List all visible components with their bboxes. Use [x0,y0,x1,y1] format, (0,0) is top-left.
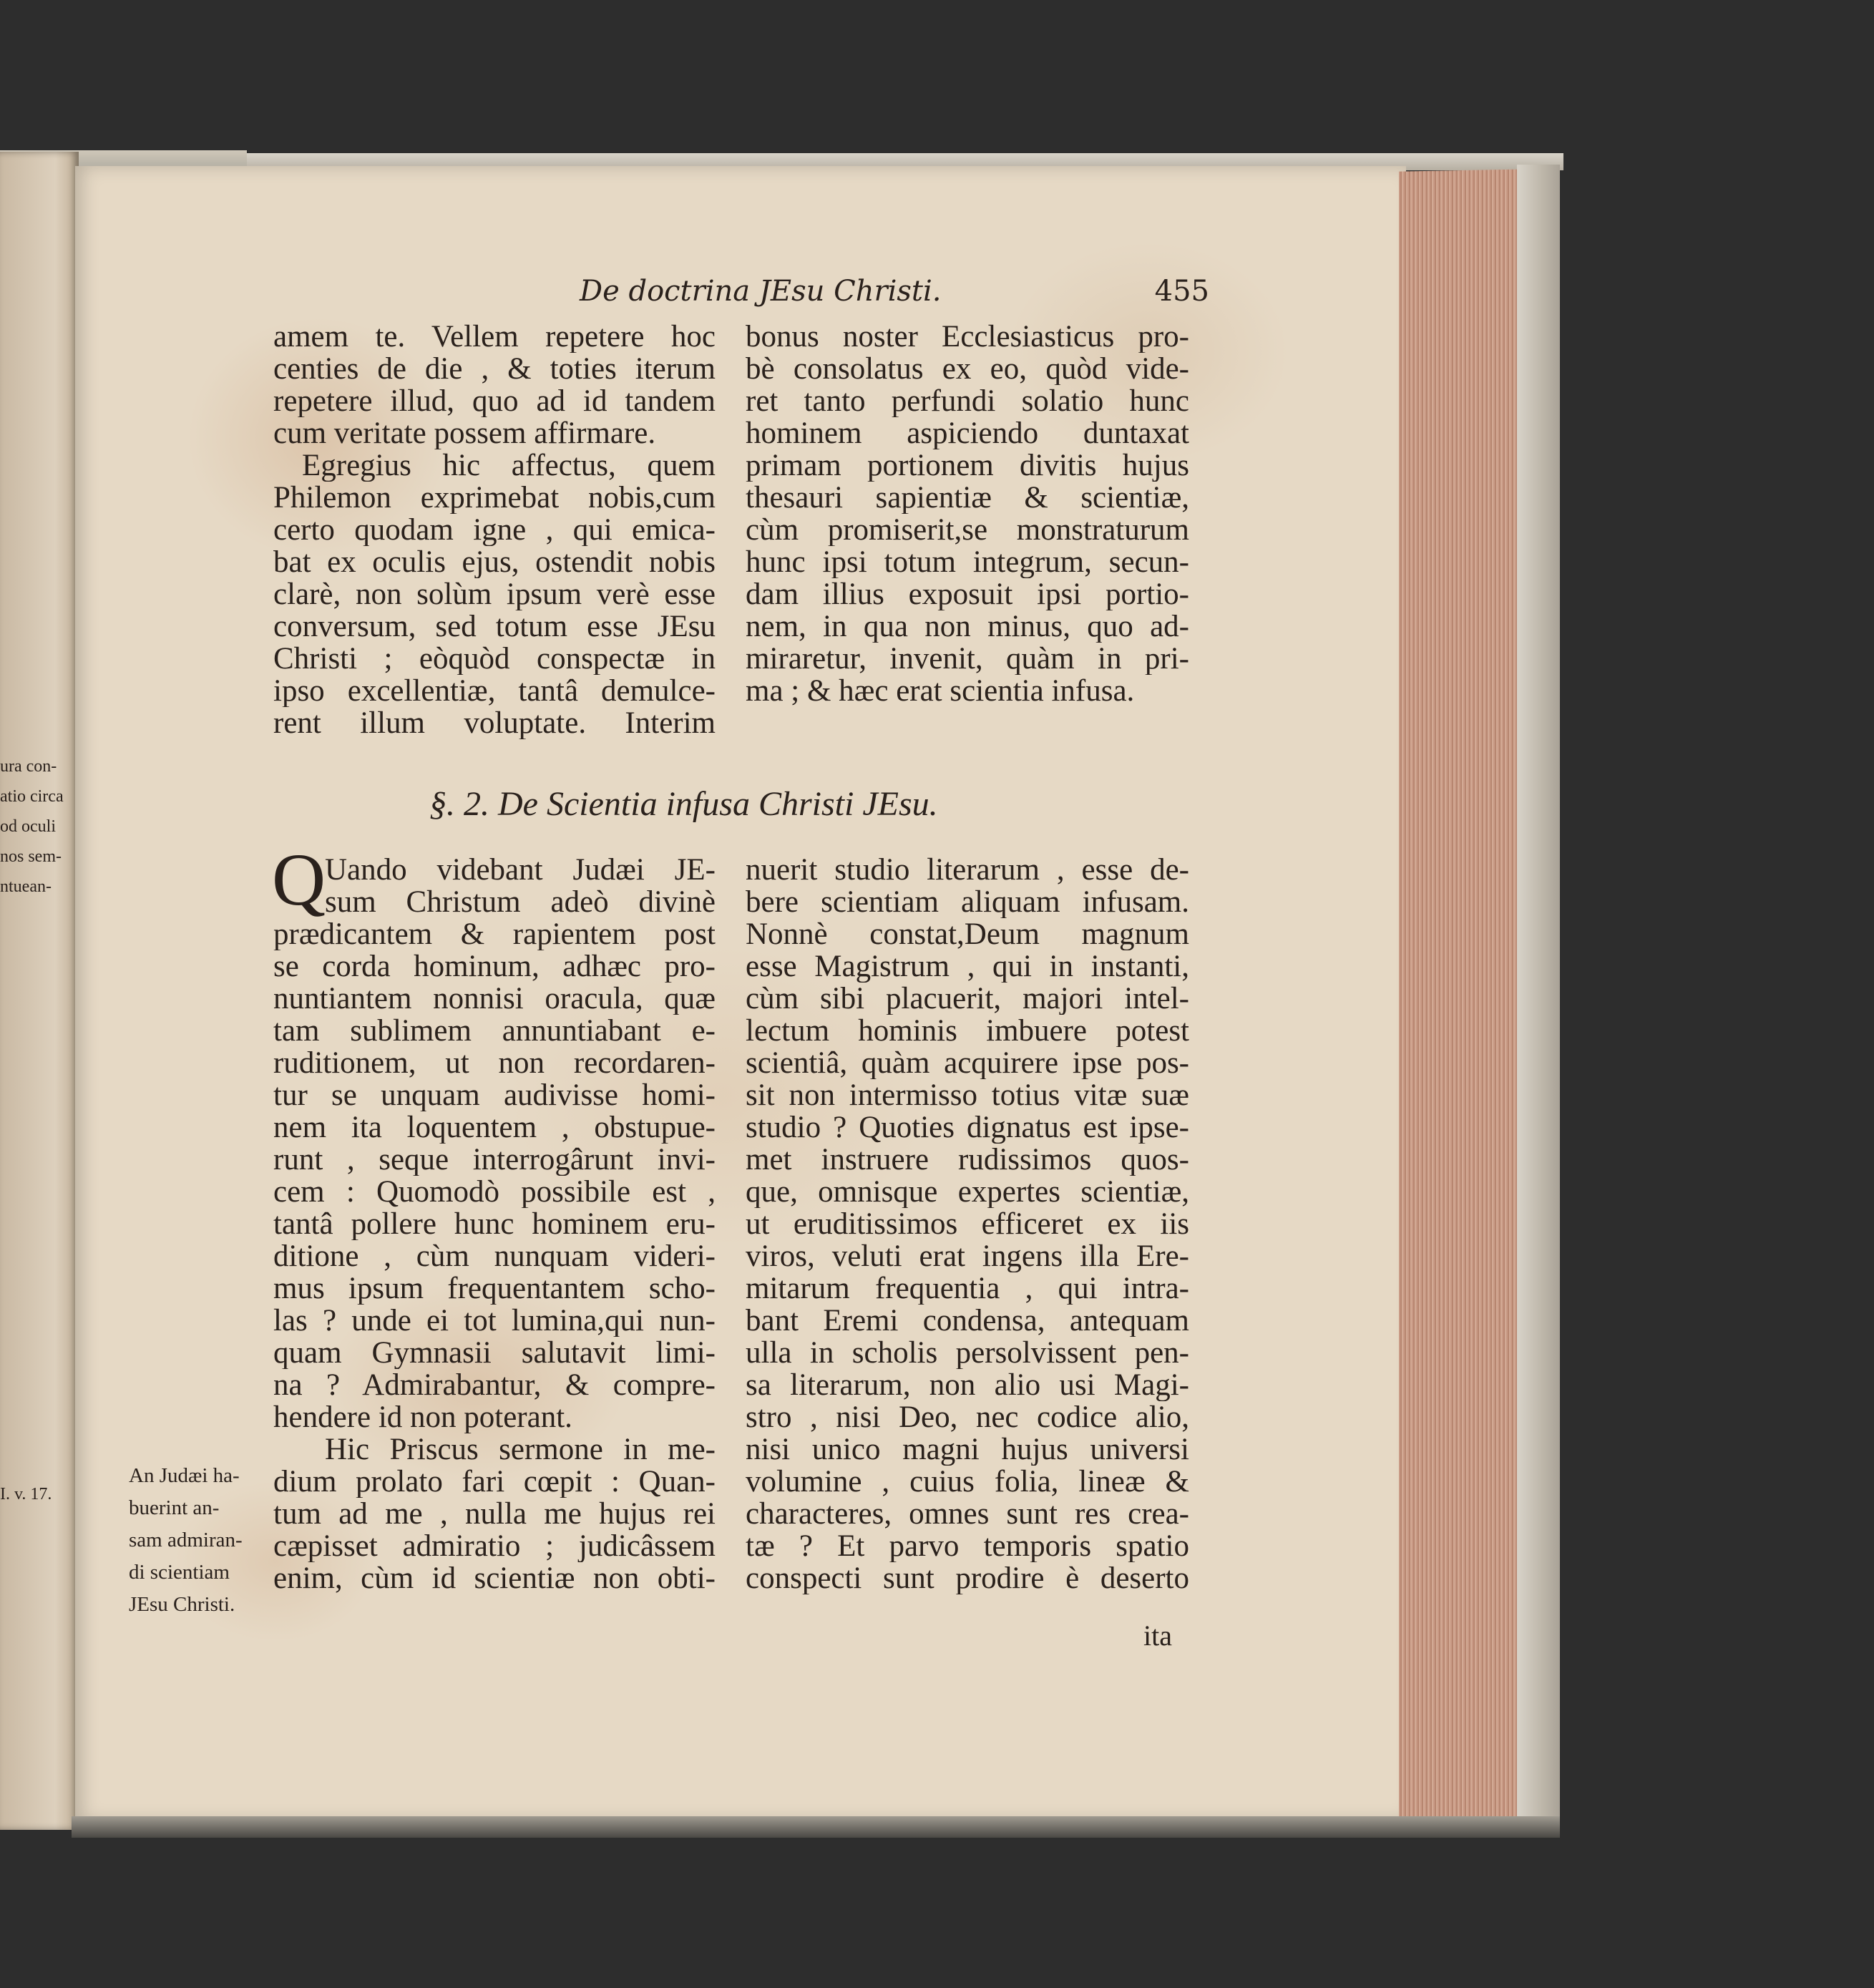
text-line: Nonnè constat,Deum magnum [746,918,1189,950]
text-line: se corda hominum, adhæc pro- [273,950,716,983]
text-line: tur se unquam audivisse homi- [273,1079,716,1111]
text-line: ruditionem, ut non recordaren- [273,1047,716,1079]
text-line: hendere id non poterant. [273,1401,572,1433]
side-note-line: buerint an- [129,1496,220,1519]
text-line: ulla in scholis persolvissent pen- [746,1337,1189,1369]
text-line: amem te. Vellem repetere hoc [273,321,716,353]
side-note-line: An Judæi ha- [129,1464,240,1487]
text-line: enim, cùm id scientiæ non obti- [273,1562,716,1594]
side-note-line: di scientiam [129,1561,230,1584]
text-line: tum ad me , nulla me hujus rei [273,1498,716,1530]
text-line: hunc ipsi totum integrum, secun- [746,546,1189,578]
text-line: nem ita loquentem , obstupue- [273,1111,716,1144]
text-line: Hic Priscus sermone in me- [325,1433,716,1466]
left-page-reference: I. v. 17. [0,1485,52,1504]
text-line: Uando videbant Judæi JE- [325,854,716,886]
running-header [580,275,1209,315]
text-line: tantâ pollere hunc hominem eru- [273,1208,716,1240]
text-line: cem : Quomodò possibile est , [273,1176,716,1208]
section-heading: §. 2. De Scientia infusa Christi JEsu. [429,785,938,823]
text-line: clarè, non solùm ipsum verè esse [273,578,716,610]
text-line: nuerit studio literarum , esse de- [746,854,1189,886]
text-line: que, omnisque expertes scientiæ, [746,1176,1189,1208]
text-line: nuntiantem nonnisi oracula, quæ [273,983,716,1015]
text-line: ipso excellentiæ, tantâ demulce- [273,675,716,707]
text-line: runt , seque interrogârunt invi- [273,1144,716,1176]
text-line: conversum, sed totum esse JEsu [273,610,716,643]
top-right-column [746,321,1189,707]
running-title: De doctrina JEsu Christi. [580,275,942,308]
text-line: stro , nisi Deo, nec codice alio, [746,1401,1189,1433]
text-line: mus ipsum frequentantem scho- [273,1272,716,1305]
left-page-marginal-note [0,751,68,902]
marginal-fragment: ntuean- [0,877,52,896]
book-board-bottom [72,1816,1560,1838]
text-line: characteres, omnes sunt res crea- [746,1498,1189,1530]
text-line: bat ex oculis ejus, ostendit nobis [273,546,716,578]
text-line: rent illum voluptate. Interim [273,707,716,739]
marginal-fragment: ura con- [0,757,57,776]
page-number: 455 [1154,275,1209,308]
text-line: ma ; & hæc erat scientia infusa. [746,675,1135,707]
text-line: nisi unico magni hujus universi [746,1433,1189,1466]
text-line: scientiâ, quàm acquirere ipse pos- [746,1047,1189,1079]
text-line: mitarum frequentia , qui intra- [746,1272,1189,1305]
text-line: nem, in qua non minus, quo ad- [746,610,1189,643]
book-board-right [1517,165,1560,1825]
marginal-fragment: od oculi [0,817,56,836]
text-line: bè consolatus ex eo, quòd vide- [746,353,1189,385]
drop-cap: Q [272,839,326,921]
text-line: centies de die , & toties iterum [273,353,716,385]
text-line: esse Magistrum , qui in instanti, [746,950,1189,983]
bottom-right-column [746,854,1189,1594]
left-page-edge [0,152,79,1830]
bottom-left-column [273,854,716,1594]
text-line: sit non intermisso totius vitæ suæ [746,1079,1189,1111]
side-note-line: JEsu Christi. [129,1593,235,1616]
text-line: ret tanto perfundi solatio hunc [746,385,1189,417]
text-line: met instruere rudissimos quos- [746,1144,1189,1176]
text-line: tam sublimem annuntiabant e- [273,1015,716,1047]
text-line: cum veritate possem affirmare. [273,417,656,449]
text-line: prædicantem & rapientem post [273,918,716,950]
text-line: primam portionem divitis hujus [746,449,1189,482]
text-line: sum Christum adeò divinè [325,886,716,918]
text-line: bant Eremi condensa, antequam [746,1305,1189,1337]
text-line: bonus noster Ecclesiasticus pro- [746,321,1189,353]
text-line: repetere illud, quo ad id tandem [273,385,716,417]
text-line: na ? Admirabantur, & compre- [273,1369,716,1401]
text-line: dam illius exposuit ipsi portio- [746,578,1189,610]
text-line: ut eruditissimos efficeret ex iis [746,1208,1189,1240]
catchword: ita [1143,1619,1172,1652]
text-line: lectum hominis imbuere potest [746,1015,1189,1047]
text-line: miraretur, invenit, quàm in pri- [746,643,1189,675]
text-line: Philemon exprimebat nobis,cum [273,482,716,514]
text-line: quam Gymnasii salutavit limi- [273,1337,716,1369]
text-line: cùm promiserit,se monstraturum [746,514,1189,546]
text-line: las ? unde ei tot lumina,qui nun- [273,1305,716,1337]
text-line: tæ ? Et parvo temporis spatio [746,1530,1189,1562]
text-line: Christi ; eòquòd conspectæ in [273,643,716,675]
marginal-fragment: nos sem- [0,847,62,866]
text-line: studio ? Quoties dignatus est ipse- [746,1111,1189,1144]
side-note-line: sam admiran- [129,1529,243,1551]
top-left-column [273,321,716,739]
marginal-side-note [129,1460,272,1621]
text-line: certo quodam igne , qui emica- [273,514,716,546]
text-line: conspecti sunt prodire è deserto [746,1562,1189,1594]
text-line: sa literarum, non alio usi Magi- [746,1369,1189,1401]
text-line: hominem aspiciendo duntaxat [746,417,1189,449]
text-line: cùm sibi placuerit, majori intel- [746,983,1189,1015]
text-line: volumine , cuius folia, lineæ & [746,1466,1189,1498]
text-line: ditione , cùm nunquam videri- [273,1240,716,1272]
text-line: viros, veluti erat ingens illa Ere- [746,1240,1189,1272]
text-line: dium prolato fari cœpit : Quan- [273,1466,716,1498]
text-line: cæpisset admiratio ; judicâssem [273,1530,716,1562]
text-line: bere scientiam aliquam infusam. [746,886,1189,918]
text-line: Egregius hic affectus, quem [302,449,716,482]
text-line: thesauri sapientiæ & scientiæ, [746,482,1189,514]
marginal-fragment: atio circa [0,787,64,806]
page-fore-edge [1399,169,1528,1821]
